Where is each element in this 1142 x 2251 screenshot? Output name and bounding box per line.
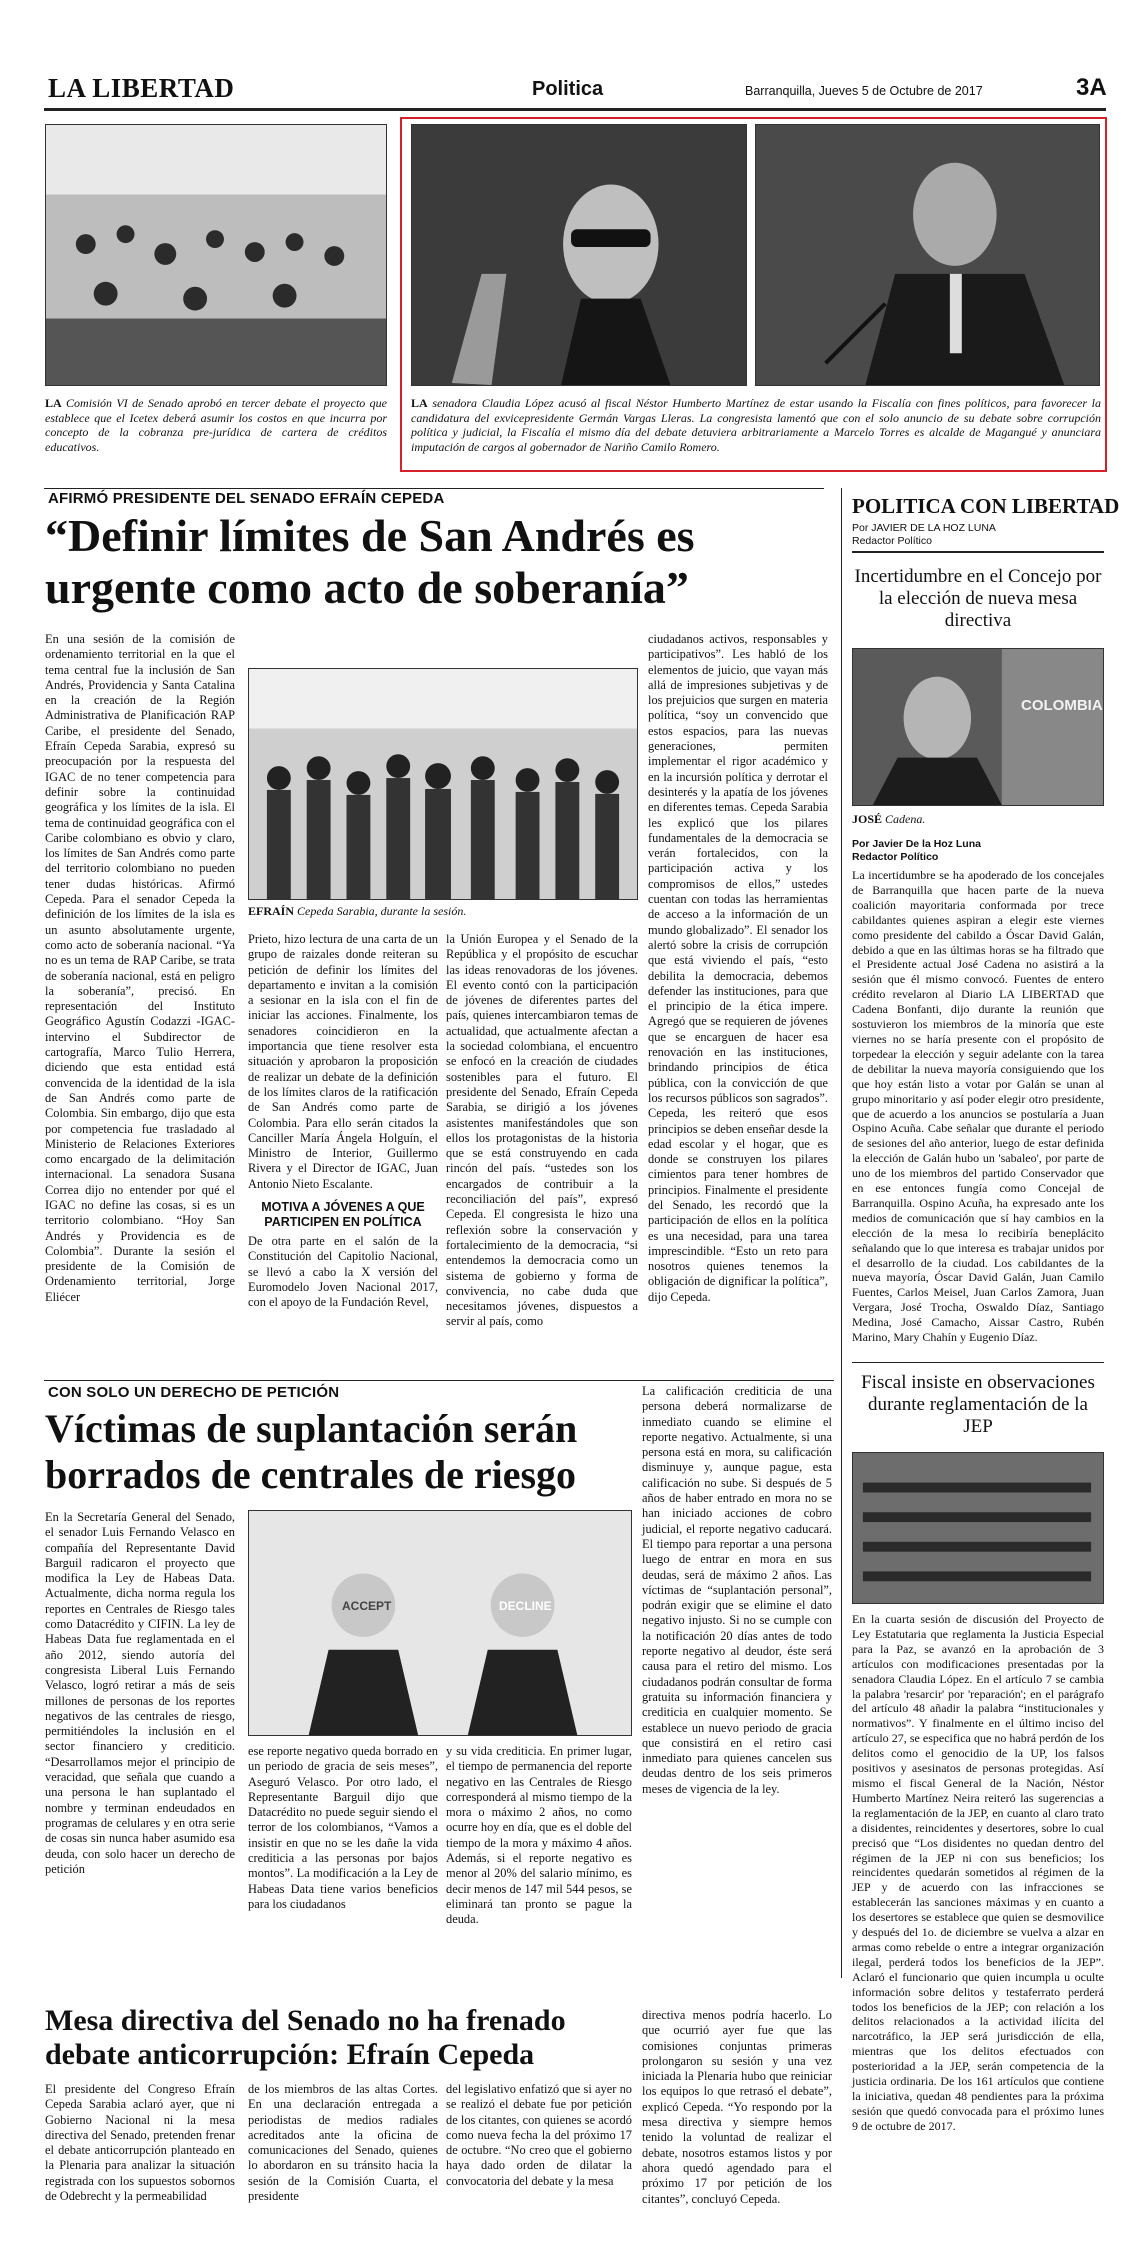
column-title-rule xyxy=(852,551,1104,553)
article3-headline: Mesa directiva del Senado no ha frenado debate anticorrupción: Efraín Cepeda xyxy=(45,2004,566,2071)
article1-col4: ciudadanos activos, responsables y participativos”. Les habló de los elementos de juicio, que vayan más allá de impresiones subjetivas y de los prejuicios que surgen en materia política, “soy un convencido que estos espacios, para las nuevas generaciones, permiten implementar el rigor académico y en la incursión política y derrotar el desinterés y la apatía de los jóvenes en diferentes temas. Cepeda Sarabia les explicó que los pilares fundamentales de la democracia se verán fortalecidos, con la participación activa y los compromisos de ellos,” ustedes cuentan con todas las herramientas de acceso a la información de un mundo globalizado”. El senador los alertó sobre la crisis de corrupción que está viviendo el país, “esto debilita la democracia, debemos defender las instituciones, para que el principio de la ética impere. Agregó que se requieren de jóvenes que se encarguen de hacer esa renovación en las instituciones, brindando principios de ética pública, con la convicción de que los recursos públicos son sagrados”. Cepeda, les reiteró que esos principios se deben enseñar desde la edad escolar y el hogar, que es donde se construyen los pilares cimientos para tener hombres de principios. Finalmente el presidente del Senado, les recordó que la participación de ellos en la política es una necesidad, para una tarea imprescindible. “Esto un reto para nosotros quienes tenemos la obligación de dignificar la política”, dijo Cepeda. xyxy=(648,632,828,1304)
article2-kicker: CON SOLO UN DERECHO DE PETICIÓN xyxy=(48,1384,340,1401)
section-name: Politica xyxy=(532,78,604,100)
article2-col3: y su vida crediticia. En primer lugar, el tiempo de permanencia del reporte negativo en las Centrales de Riesgo corresponderá al mismo tiempo de la mora o máximo 2 años, no como ocurre hoy en día, que es el doble del tiempo de la mora y máximo 4 años. Además, si el reporte negativo es menor al 20% del salario mínimo, es decir menos de 147 mil 544 pesos, se eliminará tan pronto se pague la deuda. xyxy=(446,1744,632,1927)
commission-photo-caption: LA Comisión VI de Senado aprobó en tercer debate el proyecto que establece que el Icetex deberá asumir los costos en que incurra por concepto de la cobranza pre-jurídica de cartera de créditos educativos. xyxy=(45,396,387,454)
youth-photo-caption: EFRAÍN Cepeda Sarabia, durante la sesión. xyxy=(248,904,467,918)
article2-col4: La calificación crediticia de una persona deberá normalizarse de inmediato cuando se elimine el reporte negativo. Actualmente, si una persona está en mora, su calificación disminuye y, aunque pague, esta calificación no sube. Si después de 5 años de haber entrado en mora no se han iniciado acciones de cobro judicial, el reporte negativo caducará. El tiempo para reportar a una persona luego de entrar en mora en sus deudas, será de máximo 2 años. Las víctimas de “suplantación personal”, podrán exigir que se elimine el dato negativo injusto. Si no se cumple con la notificación 20 días antes de todo reporte negativo al deudor, éste será causa para el retiro del mismo. Los ciudadanos podrán consultar de forma gratuita su información financiera y crediticia en cualquier momento. Se establece un nuevo periodo de gracia que consistirá en el retiro casi inmediato para quienes cancelen sus deudas dentro de los seis primeros meses de vigencia de la ley. xyxy=(642,1384,832,1796)
decline-stamp: DECLINE xyxy=(499,1599,552,1613)
claudia-lopez-photo xyxy=(411,124,747,386)
column-byline-2: Por Javier De la Hoz Luna xyxy=(852,838,981,850)
article2-headline: Víctimas de suplantación serán borrados de centrales de riesgo xyxy=(45,1406,578,1497)
flag-text: COLOMBIA xyxy=(1021,697,1103,714)
article3-col2: de los miembros de las altas Cortes. En una declaración entregada a periodistas de medios radiales acreditados ante la oficina de comunicaciones del Senado, quienes lo abordaron en su tránsito hacia la sesión de la Comisión Cuarta, el presidente xyxy=(248,2082,438,2204)
column-role-2: Redactor Político xyxy=(852,851,939,863)
caption-lead: LA xyxy=(411,396,428,410)
column-role: Redactor Político xyxy=(852,535,932,547)
article3-col4: directiva menos podría hacerlo. Lo que ocurrió ayer fue que las comisiones conjuntas primeras prolongaron su sesión y una vez iniciada la Plenaria hubo que reiniciar los equipos lo que retrasó el debate”, explicó Cepeda. “Yo respondo por la mesa directiva y siempre hemos tenido la voluntad de realizar el debate, nosotros estamos listos y por ahora quedó agendado para el próximo 17 por petición de los citantes”, concluyó Cepeda. xyxy=(642,2008,832,2206)
page-number: 3A xyxy=(1076,74,1107,101)
article1-col2: Prieto, hizo lectura de una carta de un grupo de raizales donde reiteran su petición de definir los límites del departamento e invitan a la comisión a sesionar en la isla con el fin de iniciar las acciones. Finalmente, los senadores coincidieron en la importancia que tiene resolver esta situación y aprobaron la proposición de realizar un debate de la definición de los límites claros de la ratificación de San Andrés como parte de Colombia. Para ello serán citados la Canciller María Ángela Holguín, el Ministro de Interior, Guillermo Rivera y el Director de IGAC, Juan Antonio Nieto Escalante. MOTIVA A JÓVENES A QUE PARTICIPEN EN POLÍTICA De otra parte en el salón de la Constitución del Capitolio Nacional, se llevó a cabo la X versión del Euromodelo Joven Nacional 2017, con el apoyo de la Fundación Revel, xyxy=(248,932,438,1310)
article2-col1: En la Secretaría General del Senado, el senador Luis Fernando Velasco en compañía del Representante David Barguil radicaron el proyecto que modifica la Ley de Habeas Data. Actualmente, dicha norma regula los reportes en Centrales de Riesgo tales como Datacrédito y CIFIN. La ley de Habeas Data fue reglamentada en el año 2012, siendo autoría del congresista Liberal Luis Fernando Velasco, logró retirar a más de seis millones de personas de los reportes negativos de las centrales de riesgo, permitiéndoles la inclusión en el sector financiero y crediticio. “Desarrollamos mejor el principio de veracidad, que señala que cuando a una persona le han suplantado el nombre y terminan endeudados en programas de celulares y en otra serie de cosas sin nunca haber asumido esa deuda, con solo hacer un derecho de petición xyxy=(45,1510,235,1876)
article3-col3: del legislativo enfatizó que si ayer no se realizó el debate fue por petición de los citantes, con quienes se acordó como nueva fecha la del próximo 17 de octubre. “No creo que el gobierno haya dado orden de dilatar la convocatoria del debate y la mesa xyxy=(446,2082,632,2188)
article3-col1: El presidente del Congreso Efraín Cepeda Sarabia aclaró ayer, que ni Gobierno Nacional ni la mesa directiva del Senado, pretenden frenar el debate anticorrupción planteado en la Plenaria para analizar la situación registrada con los supuestos sobornos de Odebrecht y la permeabilidad xyxy=(45,2082,235,2204)
senate-plenary-photo xyxy=(852,1452,1104,1604)
article1-col1: En una sesión de la comisión de ordenamiento territorial en la que el tema central fue la inclusión de San Andrés, Providencia y Santa Catalina en la creación de la Región Administrativa de Planificación RAP Caribe, el presidente del Senado, Efraín Cepeda Sarabia, expresó su preocupación por la respuesta del IGAC de no tener competencia para definir sobre la continuidad geográfica y los límites de la isla. El tema de continuidad geográfica con el Caribe colombiano es obvio y claro, los límites de San Andrés como parte del territorio colombiano no pueden tener dudas históricas. Afirmó Cepeda. Para el senador Cepeda la definición de los límites de la isla es un asunto absolutamente urgente, como acto de soberanía nacional. “Ya no es un tema de RAP Caribe, se trata de soberanía nacional, está en peligro la soberanía”, precisó. En representación del Instituto Geográfico Agustín Codazzi -IGAC- intervino el Subdirector de cartografía, Marco Tulio Herrera, diciendo que esta entidad está convencida de la identidad de la isla de San Andrés como parte de Colombia. Sin embargo, dijo que esta por competencia fue trasladado al Ministerio de Relaciones Exteriores como encargado de la delimitación internacional. La senadora Susana Correa dijo no entender por qué el IGAC no define las cosas, si es un territorio colombiano. “Hoy San Andrés y Providencia es de Colombia”. Durante la sesión el presidente de la Comisión de Ordenamiento territorial, Jorge Eliécer xyxy=(45,632,235,1304)
article1-col3: la Unión Europea y el Senado de la República y el propósito de escuchar las ideas renovadoras de los jóvenes. El evento contó con la participación de jóvenes de diferentes partes del país, quienes intercambiaron temas de actualidad, que actualmente afectan a la sociedad colombiana, el encuentro se enfocó en la creación de ciudades sostenibles para el futuro. El presidente del Senado, Efraín Cepeda Sarabia, se dirigió a los jóvenes asistentes manifestándoles que son ellos los protagonistas de la historia que se está construyendo en cada rincón del país. “ustedes son los encargados de contribuir a la reconciliación del país”, expresó Cepeda. El congresista le hizo una reflexión sobre la conservación y fortalecimiento de la democracia, “si entendemos la democracia como un sistema de gobierno y forma de convivencia, no cabe duda que necesitamos jóvenes, dispuestos a servir al país, como xyxy=(446,932,638,1329)
caption-lead: LA xyxy=(45,396,62,410)
article1-top-rule xyxy=(44,488,824,489)
masthead-rule xyxy=(44,108,1106,111)
column-headline: Incertidumbre en el Concejo por la elección de nueva mesa directiva xyxy=(854,566,1102,631)
column-byline: Por JAVIER DE LA HOZ LUNA xyxy=(852,522,996,534)
masthead xyxy=(40,70,1105,106)
senate-commission-photo xyxy=(45,124,387,386)
cadena-photo-caption: JOSÉ Cadena. xyxy=(852,812,926,826)
youth-subhead: MOTIVA A JÓVENES A QUE PARTICIPEN EN POLÍTICA xyxy=(261,1200,425,1230)
fiscal-martinez-photo xyxy=(755,124,1100,386)
column-text: La incertidumbre se ha apoderado de los concejales de Barranquilla que hacen parte de la nueva coalición mayoritaria conformada por trece cabildantes quienes aspiran a elegir este viernes como presidente del cabildo a Óscar David Galán, debido a que en las últimas horas se ha filtrado que el Presidente actual José Cadena no asistirá a la sesión que él mismo convocó. Fuentes de entero crédito revelaron al Diario LA LIBERTAD que Cadena Bonfanti, dijo durante la reunión que sostuvieron los miembros de la minoría que este viernes no se haría presente con el propósito de torpedear la elección y seguir adelante con la tarea de debilitar la nueva mayoría consiguiendo que los que hoy están listo a votar por Galán se unan al grupo minoritario y así poder elegir otro presidente, que de acuerdo a los anuncios se postularía a Juan Ospino Acuña. Cabe señalar que durante el periodo de sesiones del año anterior, luego de estar definida la elección de Galán hubo un 'sabaleo', por parte de uno de los miembros del partido Conservador que en ese entonces fungía como Concejal de Barranquilla. Ospino Acuña, ha expresado ante los medios de comunicación que sí hay cambios en la elección de la mesa lo recibiría beneplácito señalando que lo que interesa es trabajar unidos por el desarrollo de la ciudad. Los cabildantes de la nueva mayoría, Óscar David Galán, Juan Camilo Fuentes, Carlos Meisel, Juan Carlos Zamora, Juan Vergara, José Trocha, Oswaldo Díaz, Santiago Medina, José Camacho, Aissar Castro, Rubén Marino, Mary Chahín y Eugenio Díaz. xyxy=(852,868,1104,1345)
accept-stamp: ACCEPT xyxy=(342,1599,392,1613)
accept-decline-photo xyxy=(248,1510,632,1736)
article1-headline: “Definir límites de San Andrés es urgente como acto de soberanía” xyxy=(45,510,695,613)
column-title: POLITICA CON LIBERTAD xyxy=(852,494,1120,518)
fiscal-top-rule xyxy=(852,1362,1104,1363)
fiscal-text: En la cuarta sesión de discusión del Proyecto de Ley Estatutaria que reglamenta la Justicia Especial para la Paz, se avanzó en la aprobación de 3 artículos con modificaciones presentadas por la senadora Claudia López. En el artículo 7 se cambia la palabra 'resarcir' por 'reparación'; en el parágrafo del artículo 48 añadir la palabra “institucionales y normativos”. Y finalmente en el último inciso del artículo 27, se especifica que no habrá perdón de los delitos como el genocidio de la UP, los falsos positivos y asesinatos de personas protegidas. Así mismo el fiscal General de la Nación, Néstor Humberto Martínez Neira reiteró las sugerencias a la reglamentación de la JEP, en cuanto al claro trato a disidentes, reincidentes y desertores, sobre lo cual precisó que “Los disidentes no quedan dentro del régimen de la JEP ni con sus beneficios; los reincidentes quedarán sometidos al régimen de la JEP y de acuerdo con las infracciones se establecerán las sanciones máximas y en cuanto a los desertores se establece que quien se desmovilice y después del 1o. de diciembre se vuelva a alzar en armas como rebelde o entre a integrar organización ilegal, perderá todos los beneficios de la JEP”. Aclaró el funcionario que quien incumpla u oculte información sobre delitos y testaferrato perderá todos los beneficios de la JEP; con relación a los delitos relacionados a la actividad ilícita del narcotráfico, la JEP será jurisdicción de ella, mientras que los delitos efectuados con posterioridad a la JEP, serán competencia de la justicia ordinaria. De los 161 artículos que contiene la iniciativa, quedan 48 pendientes para la próxima sesión que quedó convocada para el próximo lunes 9 de octubre de 2017. xyxy=(852,1612,1104,2133)
top-photos-caption: LA senadora Claudia López acusó al fiscal Néstor Humberto Martínez de estar usando la Fiscalía con fines políticos, para favorecer la candidatura del exvicepresidente Germán Vargas Lleras. La congresista lamentó que con el solo anuncio de su debate sobre corrupción política y judicial, la Fiscalía el mismo día del debate detuviera arbitrariamente a Marcelo Torres es alcalde de Magangué y anunciara imputación de cargos al gobernador de Nariño Camilo Romero. xyxy=(411,396,1102,454)
fiscal-headline: Fiscal insiste en observaciones durante reglamentación de la JEP xyxy=(861,1372,1095,1437)
article1-kicker: AFIRMÓ PRESIDENTE DEL SENADO EFRAÍN CEPEDA xyxy=(48,490,445,507)
youth-event-photo xyxy=(248,668,638,900)
jose-cadena-photo xyxy=(852,648,1104,806)
dateline: Barranquilla, Jueves 5 de Octubre de 2017 xyxy=(745,84,983,98)
article2-col2: ese reporte negativo queda borrado en un periodo de gracia de seis meses”, Aseguró Velasco. Por otro lado, el Representante Barguil dijo que Datacrédito no puede seguir siendo el terror de los colombianos, “Vamos a insistir en que no se les dañe la vida crediticia a las personas por bajos montos”. La modificación a la Ley de Habeas Data tiene varios beneficios para los ciudadanos xyxy=(248,1744,438,1911)
column-rule xyxy=(841,488,842,1978)
paper-name: LA LIBERTAD xyxy=(48,73,235,103)
